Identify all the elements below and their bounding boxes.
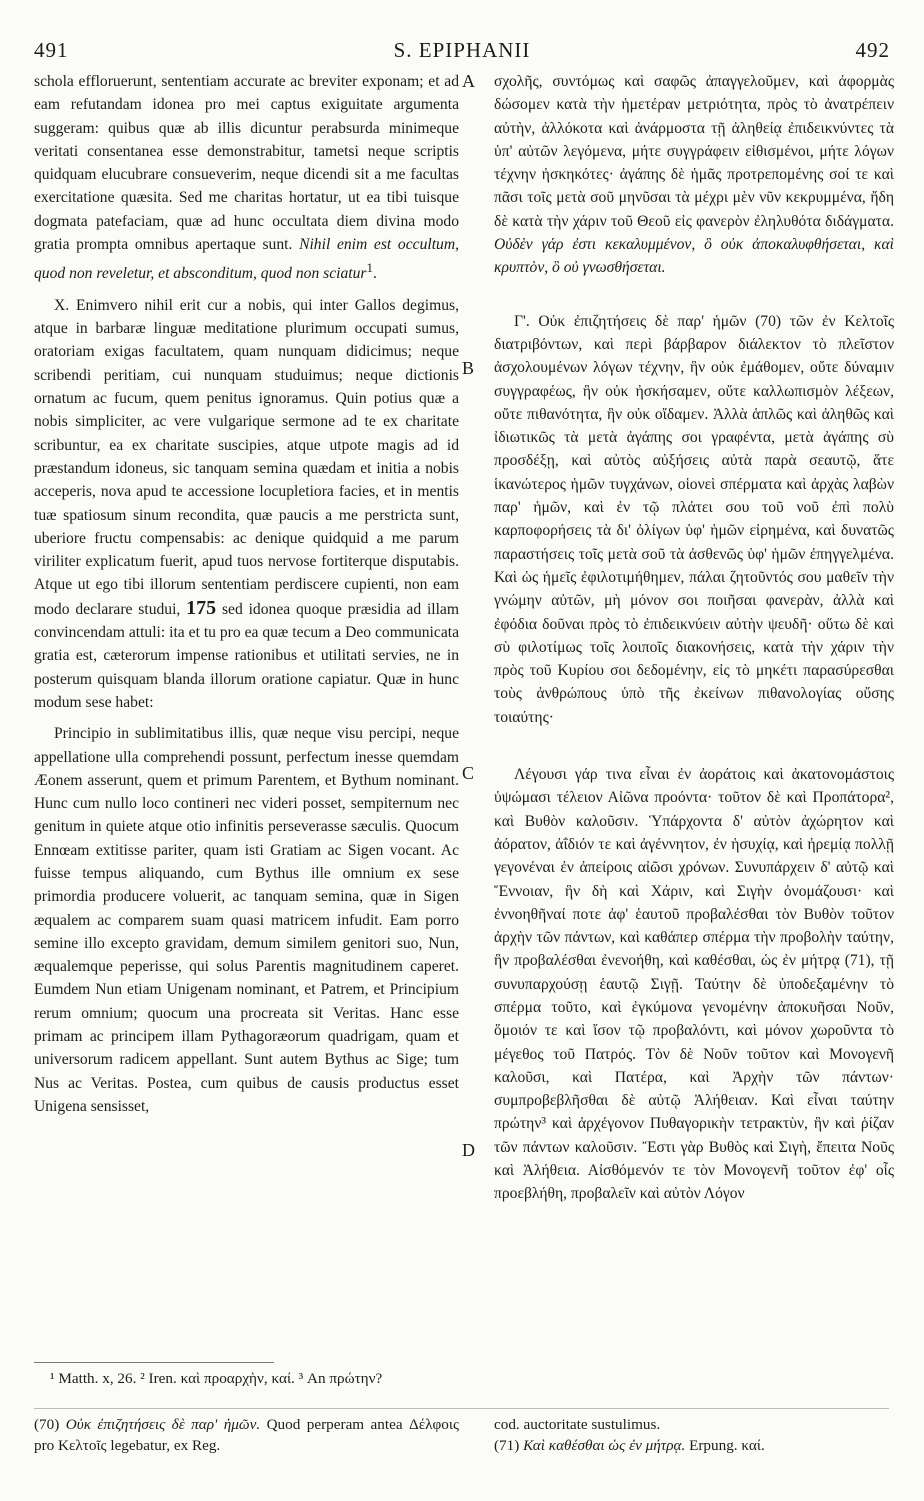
margin-letter-b: B bbox=[462, 358, 475, 378]
notes-rule bbox=[34, 1408, 889, 1409]
running-title: S. EPIPHANII bbox=[393, 38, 531, 62]
note-71 bbox=[494, 1435, 894, 1456]
note-70-quote: Οὐκ ἐπιζητήσεις δὲ παρ' ἡμῶν. bbox=[65, 1416, 261, 1433]
greek-paragraph-3: Λέγουσι γάρ τινα εἶναι ἐν ἀοράτοις καὶ ἀκατονομάστοις ὑψώμασι τέλειον Αἰῶνα προόντα· τοῦτον δὲ καὶ Προπάτορα², καὶ Βυθὸν καλοῦσιν. Ὑπάρχοντα δ' αὐτὸν ἀχώρητον καὶ ἀόρατον, ἀΐδιόν τε καὶ ἀγέννητον, ἐν ἡσυχίᾳ, καὶ ἠρεμίᾳ πολλῇ γεγονέναι ἐν ἀπείροις αἰῶσι χρόνων. Συνυπάρχειν δ' αὐτῷ καὶ Ἔννοιαν, ἣν δὴ καὶ Χάριν, καὶ Σιγὴν ὀνομάζουσι· καὶ ἐννοηθῆναί ποτε ἀφ' ἑαυτοῦ προβαλέσθαι τὸν Βυθὸν τοῦτον ἀρχὴν τῶν πάντων, καὶ καθάπερ σπέρμα τὴν προβολὴν ταύτην, ἣν προβαλέσθαι ἐνενοήθη, καὶ καθέσθαι, ὡς ἐν μήτρᾳ (71), τῇ συνυπαρχούσῃ ἑαυτῷ Σιγῇ. Ταύτην δὲ ὑποδεξαμένην τὸ σπέρμα τοῦτο, καὶ ἐγκύμονα γενομένην ἀποκυῆσαι Νοῦν, ὅμοιόν τε καὶ ἴσον τῷ προβαλόντι, καὶ μόνον χωροῦντα τὸ μέγεθος τοῦ Πατρός. Τὸν δὲ Νοῦν τοῦτον καὶ Μονογενῆ καλοῦσι, καὶ Πατέρα, καὶ Ἀρχὴν τῶν πάντων· συμπροβεβλῆσθαι δὲ αὐτῷ Ἀλήθειαν. Καὶ εἶναι ταύτην πρώτην³ καὶ ἀρχέγονον Πυθαγορικὴν τετρακτὺν, ἣν καὶ ῥίζαν τῶν πάντων καλοῦσιν. Ἔστι γὰρ Βυθὸς καὶ Σιγὴ, ἔπειτα Νοῦς καὶ Ἀλήθεια. Αἰσθόμενόν τε τὸν Μονογενῆ τοῦτον ἐφ' οἷς προεβλήθη, προβαλεῖν καὶ αὐτὸν Λόγον bbox=[494, 766, 894, 1203]
margin-letter-d: D bbox=[462, 1140, 475, 1160]
greek-column bbox=[494, 70, 894, 1206]
latin-p1-quote: Nihil enim est occultum, quod non reveletur, et absconditum, quod non sciatur bbox=[34, 236, 459, 283]
note-70-text: Quod perperam antea Δέλφοις pro Κελτοῖς legebatur, ex Reg. bbox=[34, 1416, 459, 1454]
column-number: 175 bbox=[186, 596, 217, 619]
margin-letter-c: C bbox=[462, 763, 475, 783]
latin-column bbox=[34, 70, 459, 1118]
footnote-rule bbox=[34, 1362, 274, 1363]
page-number-left: 491 bbox=[34, 38, 69, 62]
note-71-ref: (71) bbox=[494, 1437, 520, 1454]
margin-letter-a: A bbox=[462, 71, 475, 91]
page-number-right: 492 bbox=[855, 38, 890, 62]
note-70 bbox=[34, 1414, 459, 1456]
note-70-ref: (70) bbox=[34, 1416, 60, 1433]
note-70-continued: cod. auctoritate sustulimus. bbox=[494, 1416, 661, 1433]
latin-p2b-text: sed idonea quoque præsidia ad illam convincendam attuli: ita et tu pro ea quæ tecum a Deo communicata gratia est, cæterorum impense rationibus et utilitati servies, ne in posterum quisquam blanda illorum oratione capiatur. Quæ in hunc modum sese habet: bbox=[34, 600, 459, 711]
latin-paragraph-2 bbox=[34, 294, 459, 714]
greek-paragraph-2: Γ'. Οὐκ ἐπιζητήσεις δὲ παρ' ἡμῶν (70) τῶν ἐν Κελτοῖς διατριβόντων, καὶ περὶ βάρβαρον διάλεκτον τὸ πλεῖστον ἀσχολουμένων λόγων τέχνην, ἣν οὐκ ἐμάθομεν, οὔτε δύναμιν συγγραφέως, ἣν οὐκ ἠσκήσαμεν, οὔτε καλλωπισμὸν λέξεων, οὔτε πιθανότητα, ἣν οὐκ οἴδαμεν. Ἀλλὰ ἁπλῶς καὶ ἀληθῶς καὶ ἰδιωτικῶς τὰ μετὰ ἀγάπης σοι γραφέντα, μετὰ ἀγάπης σὺ προσδέξῃ, καὶ αὐτὸς αὐξήσεις αὐτὰ παρὰ σεαυτῷ, ἅτε ἱκανώτερος ἡμῶν τυγχάνων, οἱονεὶ σπέρματα καὶ ἀρχὰς λαβὼν παρ' ἡμῶν, καὶ ἐν τῷ πλάτει σου τοῦ νοῦ ἐπὶ πολὺ καρποφορήσεις τὰ δι' ὀλίγων ὑφ' ἡμῶν εἰρημένα, καὶ δυνατῶς παραστήσεις τοῖς μετὰ σοῦ τὰ ἀσθενῶς ὑφ' ἡμῶν ἐπηγγελμένα. Καὶ ὡς ἡμεῖς ἐφιλοτιμήθημεν, πάλαι ζητοῦντός σου μαθεῖν τὴν γνώμην αὐτῶν, μὴ μόνον σοι ποιῆσαι φανερὰν, ἀλλὰ καὶ ἐφόδια δοῦναι πρὸς τὸ ἐπιδεικνύειν αὐτὴν ψευδῆ· οὕτω δὲ καὶ σὺ φιλοτίμως τοῖς λοιποῖς διακονήσεις, κατὰ τὴν χάριν τὴν πρὸς τοῦ Κυρίου σοι δεδομένην, εἰς τὸ μηκέτι παρασύρεσθαι τοὺς ἀνθρώπους ὑπὸ τῆς ἐκείνων πιθανολογίας οὔσης τοιαύτης· bbox=[494, 312, 894, 726]
note-71-quote: Καὶ καθέσθαι ὡς ἐν μήτρᾳ. bbox=[523, 1437, 686, 1454]
note-71-text: Erpung. καί. bbox=[689, 1437, 765, 1454]
latin-p1-text: schola effloruerunt, sententiam accurate ac breviter exponam; et ad eam refutandam idonea pro mei captus exiguitate argumenta suggeram: quibus quæ ab illis dicuntur perabsurda minimeque veritati consentanea esse demonstrabitur, tametsi neque scriptis quidquam elucubrare consueverim, neque dicendi sit a me facultas exercitatione quæsita. Sed me charitas hortatur, ut ea tibi tuisque dogmata patefaciam, quæ ad hunc occultata diem divina modo gratia prompta omnibus apertaque sunt. bbox=[34, 73, 459, 254]
greek-p1-text: σχολῆς, συντόμως καὶ σαφῶς ἀπαγγελοῦμεν, καὶ ἀφορμὰς δώσομεν κατὰ τὴν ἡμετέραν μετριότητα, πρὸς τὸ ἀνατρέπειν αὐτὴν, ἀλλόκοτα καὶ ἀνάρμοστα τῇ ἀληθείᾳ ἐπιδεικνύντες τὰ ὑπ' αὐτῶν λεγόμενα, μήτε συγγράφειν εἰθισμένοι, μήτε λόγων τέχνην ἠσκηκότες· ἀγάπης δὲ ἡμᾶς προτρεπομένης σοί τε καὶ πᾶσι τοῖς μετὰ σοῦ μηνῦσαι τὰ μέχρι μὲν νῦν κεκρυμμένα, ἤδη δὲ κατὰ τὴν χάριν τοῦ Θεοῦ εἰς φανερὸν ἐληλυθότα διδάγματα. bbox=[494, 73, 894, 230]
greek-paragraph-1 bbox=[494, 70, 894, 280]
latin-p2a-text: X. Enimvero nihil erit cur a nobis, qui inter Gallos degimus, atque in barbaræ linguæ meditatione plurimum occupati sumus, oratoriam exigas facultatem, quam nunquam didicimus; neque scribendi peritiam, cui nunquam studuimus; neque dictionis ornatum ac fucum, quem penitus ignoramus. Quin potius quæ a nobis simpliciter, ac vere vulgarique sermone ad te ex charitate scribuntur, ea ex charitate suscipies, atque utpote magis ad id præstandum idoneus, sic tanquam semina quædam et initia a nobis acceperis, nova apud te accessione locupletiora facies, et in mentis tuæ spatiosum sinum recondita, quæ paucis a me perstricta sunt, uberiore fructu compensabis: ac denique quidquid a me parum viriliter explicatum fuerit, apud tuos nervose fortiterque disputabis. Atque ut ego tibi illorum sententiam perdiscere cupienti, non eam modo declarare studui, bbox=[34, 296, 459, 618]
footnote-ref-1: 1 bbox=[366, 260, 373, 276]
latin-paragraph-1: schola effloruerunt, sententiam accurate ac breviter exponam; et ad eam refutandam idonea pro mei captus exiguitate argumenta suggeram: quibus quæ ab illis dicuntur perabsurda minimeque veritati consentanea esse demonstrabitur, tametsi neque scriptis quidquam elucubrare consueverim, neque dicendi sit a me facultas exercitatione quæsita. Sed me charitas hortatur, ut ea tibi tuisque dogmata patefaciam, quæ ad hunc occultata diem divina modo gratia prompta omnibus apertaque sunt. Nihil enim est occultum, quod non reveletur, et absconditum, quod non sciatur$^1$. bbox=[34, 73, 459, 283]
footnotes-line: ¹ Matth. x, 26. ² Iren. καὶ προαρχὴν, καί. ³ An πρώτην? bbox=[50, 1370, 383, 1387]
greek-p1-quote: Οὐδὲν γάρ ἐστι κεκαλυμμένον, ὃ οὐκ ἀποκαλυφθήσεται, καὶ κρυπτὸν, ὃ οὐ γνωσθήσεται. bbox=[494, 236, 894, 277]
latin-paragraph-3: Principio in sublimitatibus illis, quæ neque visu percipi, neque appellatione ulla comprehendi possunt, perfectum inesse quemdam Æonem asserunt, quem et primum Parentem, et Bythum nominant. Hunc cum nullo loco contineri nec videri posset, sempiternum nec genitum in quiete atque otio infinitis perseverasse sæculis. Quocum Ennœam extitisse pariter, quam isti Gratiam ac Sigen vocant. Ac fuisse tempus aliquando, cum Bythus ille omnium ex sese primordia producere voluerit, ac tanquam semina, quæ in Sigen æqualem ac comparem suam quasi matricem infudit. Eam porro semine illo excepto gravidam, demum similem genitori suo, Nun, æqualemque peperisse, qui solus Parentis magnitudinem caperet. Eumdem Nun etiam Unigenam nominant, et Patrem, et Principium rerum omnium; quocum una procreata sit Veritas. Hanc esse primam ac principem illam Pythagoræorum quadrigam, quam et universorum radicem appellant. Sunt autem Bythus ac Sige; tum Nus ac Veritas. Postea, cum quibus de causis productus esset Unigena sensisset, bbox=[34, 725, 459, 1115]
